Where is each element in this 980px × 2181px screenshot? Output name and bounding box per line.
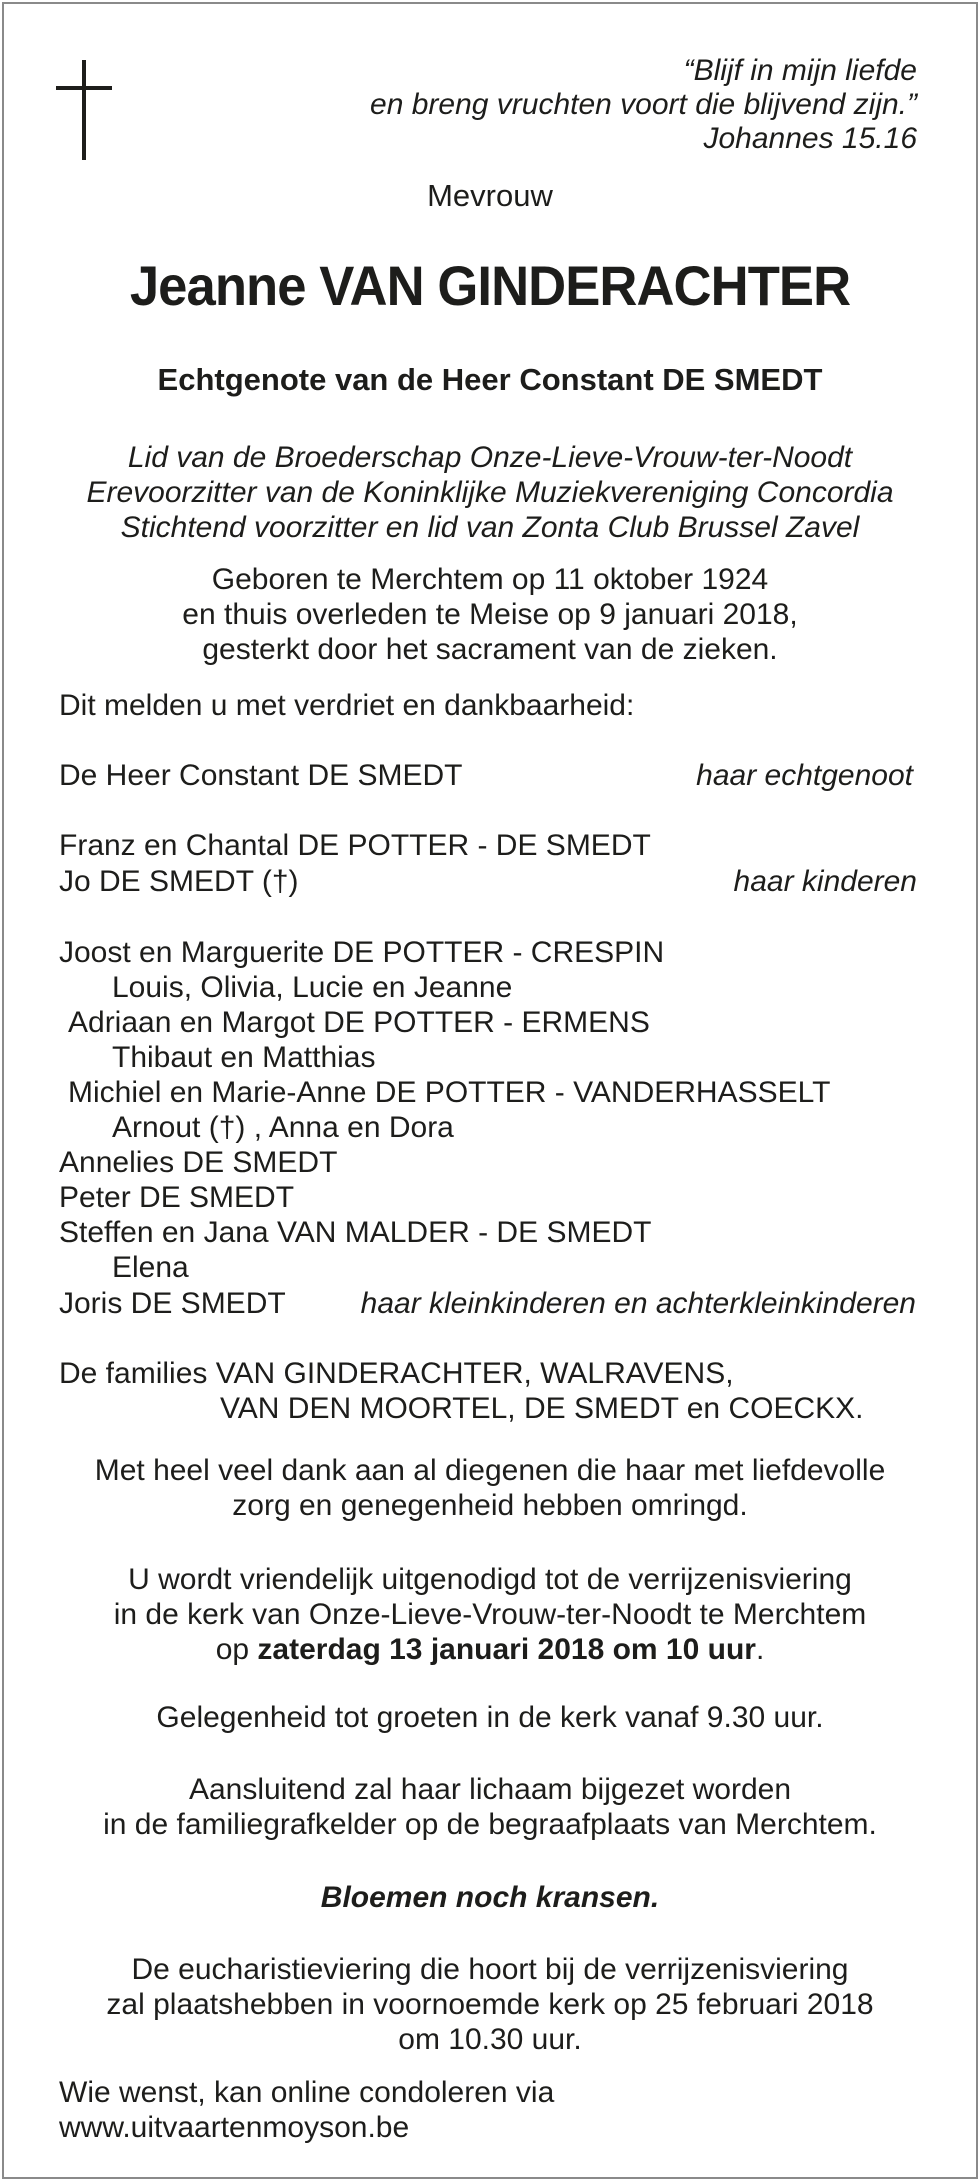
life-dates (0, 562, 980, 667)
flowers-note: Bloemen noch kransen. (320, 1881, 660, 1914)
families-line-1: De families VAN GINDERACHTER, WALRAVENS, (59, 1357, 734, 1390)
eucharist-line: De eucharistieviering die hoort bij de verrijzenisviering (131, 1953, 849, 1986)
spouse-line: Echtgenote van de Heer Constant DE SMEDT (157, 362, 823, 397)
condolence-text: Wie wenst, kan online condoleren via (59, 2076, 555, 2109)
grandchild-line: Joost en Marguerite DE POTTER - CRESPIN (59, 936, 665, 969)
thanks (0, 1453, 980, 1523)
bible-quote (370, 54, 917, 156)
death-line: en thuis overleden te Meise op 9 januari 2018, (182, 598, 798, 631)
deceased-name: Jeanne VAN GINDERACHTER (129, 254, 851, 317)
grandchild-line: Steffen en Jana VAN MALDER - DE SMEDT (59, 1216, 652, 1249)
husband-name: De Heer Constant DE SMEDT (59, 759, 463, 792)
thanks-line: Met heel veel dank aan al diegenen die haar met liefdevolle (94, 1454, 886, 1487)
grandchild-line: Joris DE SMEDT (59, 1287, 286, 1320)
role-line: Stichtend voorzitter en lid van Zonta Club Brussel Zavel (120, 511, 860, 544)
grandchild-line: Annelies DE SMEDT (59, 1146, 338, 1179)
ceremony-line: in de kerk van Onze-Lieve-Vrouw-ter-Noodt te Merchtem (113, 1598, 867, 1631)
ceremony-date: zaterdag 13 januari 2018 om 10 uur (257, 1633, 756, 1666)
eucharist (0, 1952, 980, 2057)
role-line: Erevoorzitter van de Koninklijke Muziekvereniging Concordia (86, 476, 894, 509)
cross-icon (56, 60, 112, 160)
burial-line: in de familiegrafkelder op de begraafplaats van Merchtem. (103, 1808, 877, 1841)
date-suffix: . (755, 1633, 765, 1666)
condolence-link[interactable]: www.uitvaartenmoyson.be (59, 2111, 410, 2144)
grandchild-line: Peter DE SMEDT (59, 1181, 295, 1214)
child-2: Jo DE SMEDT (†) (59, 865, 299, 898)
grandchild-line: Elena (112, 1251, 189, 1284)
grandchild-line: Adriaan en Margot DE POTTER - ERMENS (68, 1006, 650, 1039)
burial (0, 1772, 980, 1842)
child-1: Franz en Chantal DE POTTER - DE SMEDT (59, 829, 651, 862)
quote-line-1: “Blijf in mijn liefde (683, 54, 917, 87)
date-prefix: op (215, 1633, 258, 1666)
announcement: Dit melden u met verdriet en dankbaarheid: (59, 689, 635, 722)
greeting: Gelegenheid tot groeten in de kerk vanaf 9.30 uur. (156, 1701, 824, 1734)
eucharist-line: om 10.30 uur. (398, 2023, 582, 2056)
children-relation: haar kinderen (733, 865, 917, 898)
grandchild-line: Arnout (†) , Anna en Dora (112, 1111, 454, 1144)
birth-line: Geboren te Merchtem op 11 oktober 1924 (211, 563, 769, 596)
ceremony (0, 1562, 980, 1667)
grandchild-line: Louis, Olivia, Lucie en Jeanne (112, 971, 513, 1004)
grandchildren-relation: haar kleinkinderen en achterkleinkinderen (360, 1287, 916, 1320)
grandchild-line: Thibaut en Matthias (112, 1041, 376, 1074)
ceremony-line: U wordt vriendelijk uitgenodigd tot de verrijzenisviering (128, 1563, 852, 1596)
ceremony-date-line (0, 1632, 980, 1667)
quote-reference: Johannes 15.16 (703, 122, 917, 155)
sacrament-line: gesterkt door het sacrament van de zieken. (202, 633, 778, 666)
salutation: Mevrouw (427, 178, 553, 213)
roles (0, 440, 980, 545)
grandchild-line: Michiel en Marie-Anne DE POTTER - VANDERHASSELT (68, 1076, 831, 1109)
thanks-line: zorg en genegenheid hebben omringd. (232, 1489, 748, 1522)
families-line-2: VAN DEN MOORTEL, DE SMEDT en COECKX. (220, 1392, 864, 1425)
role-line: Lid van de Broederschap Onze-Lieve-Vrouw-ter-Noodt (127, 441, 853, 474)
burial-line: Aansluitend zal haar lichaam bijgezet worden (188, 1773, 792, 1806)
quote-line-2: en breng vruchten voort die blijvend zijn.” (370, 88, 917, 121)
husband-relation: haar echtgenoot (696, 759, 913, 792)
eucharist-line: zal plaatshebben in voornoemde kerk op 25 februari 2018 (106, 1988, 874, 2021)
